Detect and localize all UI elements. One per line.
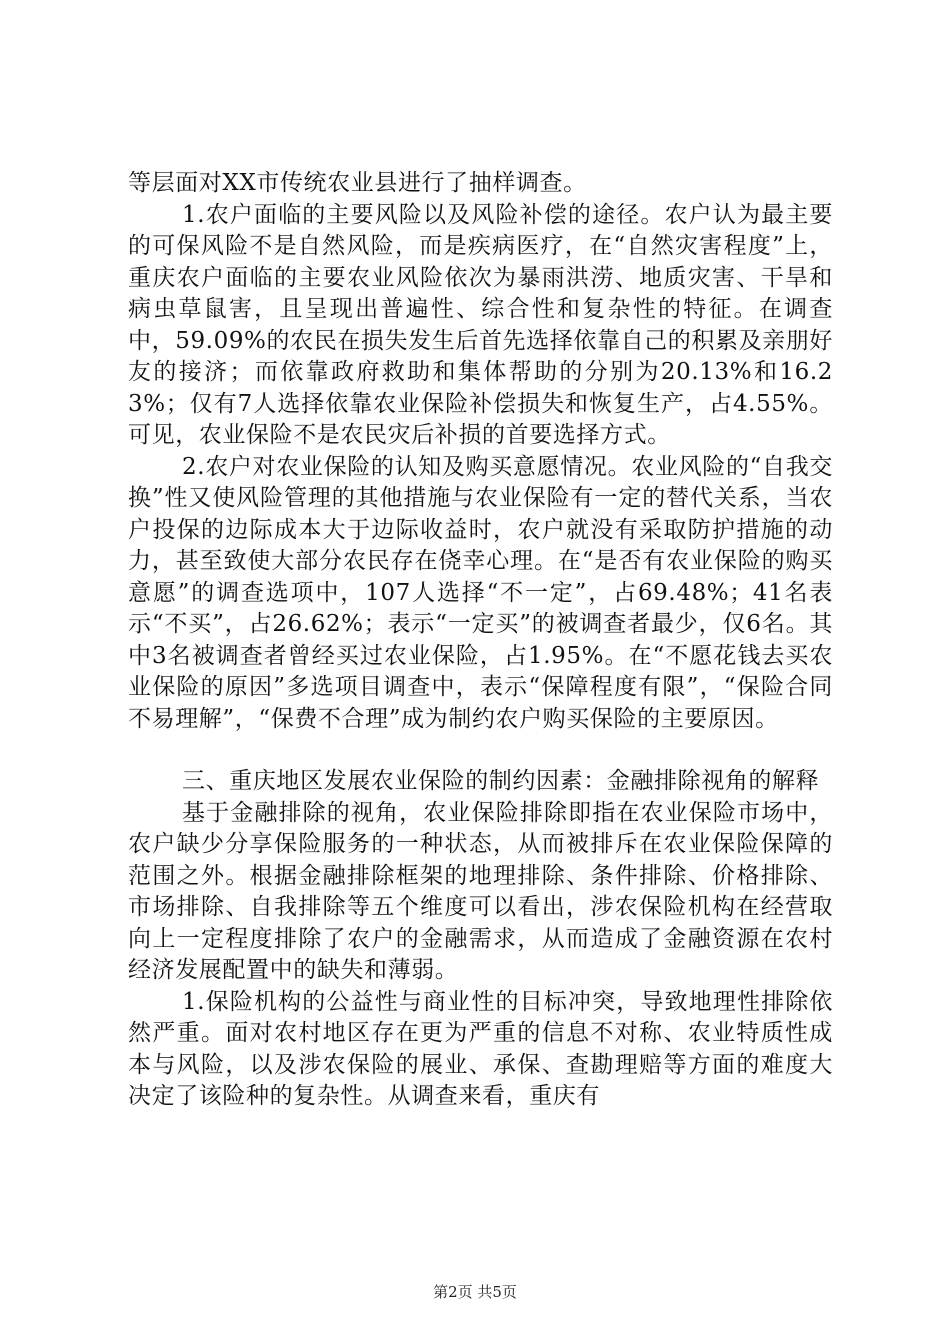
page-number-footer: 第2页 共5页 [433,1283,517,1301]
document-body [128,168,833,1113]
paragraph-continuation: 等层面对XX市传统农业县进行了抽样调查。 [128,170,587,196]
section-heading: 三、重庆地区发展农业保险的制约因素：金融排除视角的解释 [182,768,820,794]
paragraph-purchase-willingness: 2.农户对农业保险的认知及购买意愿情况。农业风险的“自我交换”性又使风险管理的其他措施与农业保险有一定的替代关系，当农户投保的边际成本大于边际收益时，农户就没有采取防护措施的动力，甚至致使大部分农民存在侥幸心理。在“是否有农业保险的购买意愿”的调查选项中，107人选择“不一定”，占69.48%；41名表示“不买”，占26.62%；表示“一定买”的被调查者最少，仅6名。其中3名被调查者曾经买过农业保险，占1.95%。在“不愿花钱去买农业保险的原因”多选项目调查中，表示“保障程度有限”，“保险合同不易理解”，“保费不合理”成为制约农户购买保险的主要原因。 [128,453,833,732]
paragraph-financial-exclusion: 基于金融排除的视角，农业保险排除即指在农业保险市场中，农户缺少分享保险服务的一种状态，从而被排斥在农业保险保障的范围之外。根据金融排除框架的地理排除、条件排除、价格排除、市场排除、自我排除等五个维度可以看出，涉农保险机构在经营取向上一定程度排除了农户的金融需求，从而造成了金融资源在农村经济发展配置中的缺失和薄弱。 [128,799,833,983]
paragraph-risk-compensation: 1.农户面临的主要风险以及风险补偿的途径。农户认为最主要的可保风险不是自然风险，而是疾病医疗，在“自然灾害程度”上，重庆农户面临的主要农业风险依次为暴雨洪涝、地质灾害、干旱和病虫草鼠害，且呈现出普遍性、综合性和复杂性的特征。在调查中，59.09%的农民在损失发生后首先选择依靠自己的积累及亲朋好友的接济；而依靠政府救助和集体帮助的分别为20.13%和16.23%；仅有7人选择依靠农业保险补偿损失和恢复生产，占4.55%。可见，农业保险不是农民灾后补损的首要选择方式。 [128,201,833,448]
section-spacer [128,735,833,766]
paragraph-geographic-exclusion: 1.保险机构的公益性与商业性的目标冲突，导致地理性排除依然严重。面对农村地区存在更为严重的信息不对称、农业特质性成本与风险，以及涉农保险的展业、承保、查勘理赔等方面的难度大决定了该险种的复杂性。从调查来看，重庆有 [128,988,833,1109]
